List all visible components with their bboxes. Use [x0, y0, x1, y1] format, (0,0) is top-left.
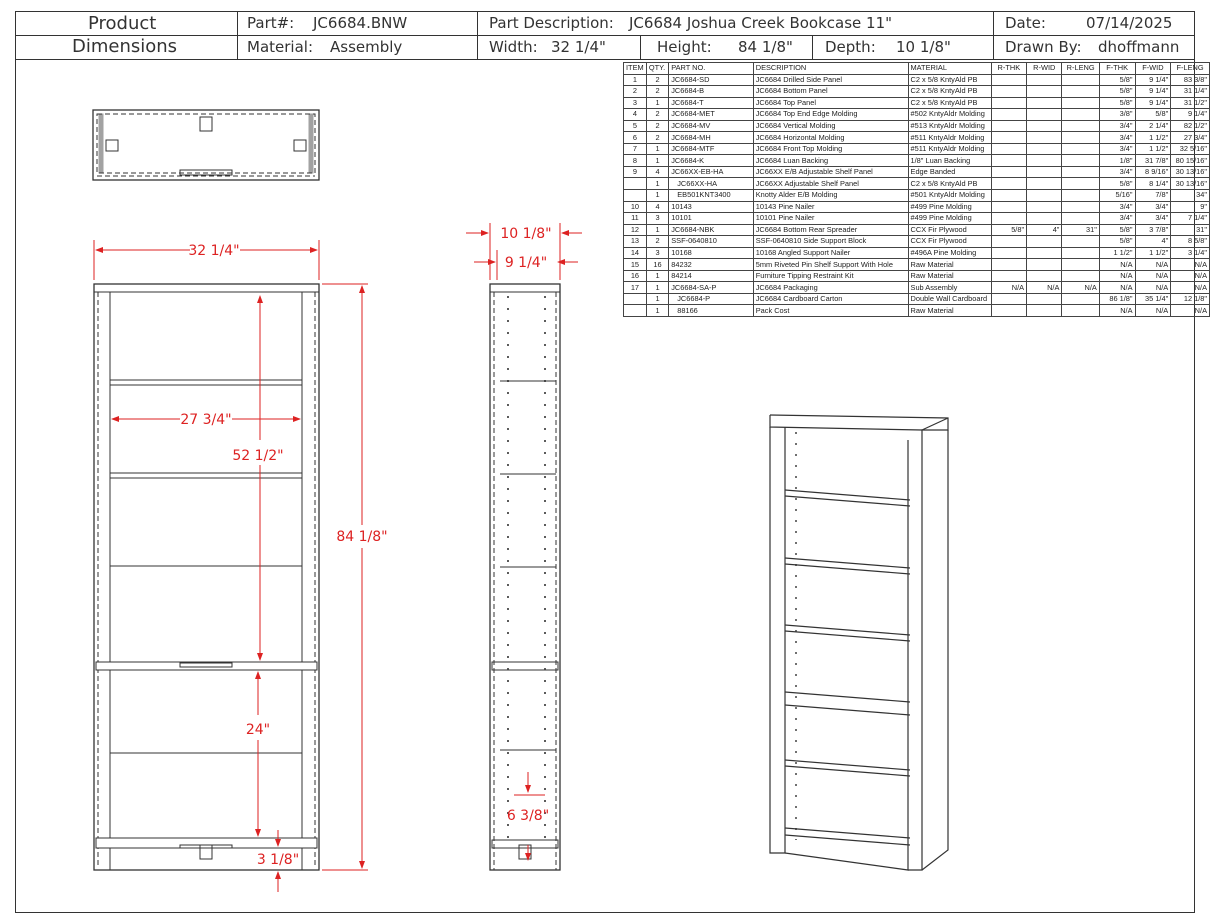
bom-cell: N/A: [1135, 270, 1171, 282]
bom-cell: 3/8": [1099, 109, 1135, 121]
bom-cell: 1/8": [1099, 155, 1135, 167]
bom-cell: 17: [624, 282, 647, 294]
bom-cell: 14: [624, 247, 647, 259]
bom-cell: 10168 Angled Support Nailer: [753, 247, 908, 259]
bom-cell: 3/4": [1099, 201, 1135, 213]
bom-cell: 1 1/2": [1135, 247, 1171, 259]
bom-cell: JC6684 Bottom Rear Spreader: [753, 224, 908, 236]
bom-cell: JC6684-B: [669, 86, 754, 98]
bom-cell: Double Wall Cardboard: [908, 293, 991, 305]
bom-column-header: R-THK: [991, 63, 1026, 75]
bom-cell: 4": [1027, 224, 1062, 236]
bom-cell: 15: [624, 259, 647, 271]
bom-cell: 88166: [669, 305, 754, 317]
dim-base-height: 3 1/8": [256, 852, 300, 868]
bom-cell: SSF-0640810 Side Support Block: [753, 236, 908, 248]
bom-cell: 5/8": [1099, 236, 1135, 248]
bom-cell: 5/16": [1099, 190, 1135, 202]
bom-cell: 30 13/16": [1171, 178, 1210, 190]
bom-cell: 1/8" Luan Backing: [908, 155, 991, 167]
bom-cell: 5mm Riveted Pin Shelf Support With Hole: [753, 259, 908, 271]
bom-cell: 2: [624, 86, 647, 98]
bom-cell: 31 1/2": [1171, 97, 1210, 109]
bom-cell: 86 1/8": [1099, 293, 1135, 305]
bom-cell: C2 x 5/8 KntyAld PB: [908, 178, 991, 190]
bom-cell: 5/8": [1099, 86, 1135, 98]
bom-cell: 1: [646, 305, 668, 317]
bom-cell: 12 1/8": [1171, 293, 1210, 305]
bom-cell: 9 1/4": [1135, 86, 1171, 98]
bom-cell: JC6684-MTF: [669, 143, 754, 155]
bom-cell: N/A: [1099, 259, 1135, 271]
bom-cell: 35 1/4": [1135, 293, 1171, 305]
bom-cell: 8 9/16": [1135, 166, 1171, 178]
bom-column-header: DESCRIPTION: [753, 63, 908, 75]
bom-cell: 1: [624, 74, 647, 86]
bom-cell: 5/8": [1099, 178, 1135, 190]
bom-cell: 34": [1171, 190, 1210, 202]
bom-cell: 3 7/8": [1135, 224, 1171, 236]
bom-cell: #499 Pine Molding: [908, 201, 991, 213]
bom-cell: N/A: [1099, 270, 1135, 282]
bom-column-header: PART NO.: [669, 63, 754, 75]
page-title-line1: Product: [88, 13, 157, 34]
date-label: Date:: [1005, 14, 1046, 32]
part-label: Part#:: [247, 14, 295, 32]
bom-cell: 10143 Pine Nailer: [753, 201, 908, 213]
bom-cell: 10143: [669, 201, 754, 213]
bom-cell: #499 Pine Molding: [908, 213, 991, 225]
bom-cell: 4": [1135, 236, 1171, 248]
bom-cell: CCX Fir Plywood: [908, 224, 991, 236]
bom-cell: 80 15/16": [1171, 155, 1210, 167]
bom-cell: JC6684-SA-P: [669, 282, 754, 294]
bom-cell: JC6684 Vertical Molding: [753, 120, 908, 132]
bom-cell: 4: [646, 201, 668, 213]
bom-cell: 9": [1171, 201, 1210, 213]
bom-cell: 2: [646, 120, 668, 132]
page-title-line2: Dimensions: [72, 36, 178, 57]
bom-cell: #511 KntyAldr Molding: [908, 143, 991, 155]
bom-cell: 16: [646, 259, 668, 271]
height-label: Height:: [657, 38, 712, 56]
bom-cell: 2: [646, 74, 668, 86]
bom-cell: N/A: [1027, 282, 1062, 294]
material-value: Assembly: [330, 38, 403, 56]
bom-cell: 84232: [669, 259, 754, 271]
bom-cell: C2 x 5/8 KntyAld PB: [908, 86, 991, 98]
bom-cell: 9 1/4": [1135, 97, 1171, 109]
bom-cell: #501 KntyAldr Molding: [908, 190, 991, 202]
bom-cell: JC6684-MH: [669, 132, 754, 144]
description-value: JC6684 Joshua Creek Bookcase 11": [629, 14, 893, 32]
bom-cell: JC66XX-HA: [669, 178, 754, 190]
bom-cell: JC6684 Bottom Panel: [753, 86, 908, 98]
bom-cell: JC6684 Packaging: [753, 282, 908, 294]
dim-lower-opening: 24": [245, 722, 271, 738]
bom-cell: 2 1/4": [1135, 120, 1171, 132]
bom-column-header: F-THK: [1099, 63, 1135, 75]
bom-column-header: R-LENG: [1062, 63, 1099, 75]
dim-upper-opening: 52 1/2": [232, 448, 284, 464]
bom-cell: 2: [646, 132, 668, 144]
bom-cell: 2: [646, 236, 668, 248]
width-label: Width:: [489, 38, 538, 56]
bom-cell: N/A: [1099, 282, 1135, 294]
bom-cell: JC6684 Cardboard Carton: [753, 293, 908, 305]
bom-cell: JC66XX-EB-HA: [669, 166, 754, 178]
bom-cell: 84214: [669, 270, 754, 282]
top-view: [93, 110, 319, 180]
isometric-view: [770, 415, 948, 870]
depth-label: Depth:: [825, 38, 876, 56]
bom-cell: 10101 Pine Nailer: [753, 213, 908, 225]
bom-cell: N/A: [1171, 259, 1210, 271]
bom-cell: N/A: [1171, 305, 1210, 317]
bom-cell: 3/4": [1135, 213, 1171, 225]
bom-cell: #513 KntyAldr Molding: [908, 120, 991, 132]
bom-cell: 16: [624, 270, 647, 282]
bom-cell: 83 3/8": [1171, 74, 1210, 86]
bom-cell: N/A: [1135, 259, 1171, 271]
bom-cell: 32 5/16": [1171, 143, 1210, 155]
bom-cell: 8: [624, 155, 647, 167]
bom-cell: Pack Cost: [753, 305, 908, 317]
side-view: [490, 284, 560, 870]
bom-cell: 3: [646, 213, 668, 225]
bom-cell: N/A: [991, 282, 1026, 294]
bom-cell: 27 3/4": [1171, 132, 1210, 144]
bom-cell: 7: [624, 143, 647, 155]
dim-overall-height: 84 1/8": [336, 529, 388, 545]
height-value: 84 1/8": [738, 38, 793, 56]
bom-cell: 7/8": [1135, 190, 1171, 202]
bom-column-header: QTY.: [646, 63, 668, 75]
bom-cell: 1: [646, 270, 668, 282]
bom-cell: 1: [646, 178, 668, 190]
bom-cell: #511 KntyAldr Molding: [908, 132, 991, 144]
part-value: JC6684.BNW: [313, 14, 408, 32]
bom-cell: JC6684-SD: [669, 74, 754, 86]
bom-cell: N/A: [1171, 270, 1210, 282]
width-value: 32 1/4": [551, 38, 606, 56]
dim-overall-depth: 10 1/8": [500, 226, 552, 242]
bom-cell: JC66XX E/B Adjustable Shelf Panel: [753, 166, 908, 178]
bom-cell: 5/8": [1135, 109, 1171, 121]
bom-cell: JC6684 Front Top Molding: [753, 143, 908, 155]
bom-cell: 10168: [669, 247, 754, 259]
bom-cell: JC6684 Top End Edge Molding: [753, 109, 908, 121]
bom-cell: 8 5/8": [1171, 236, 1210, 248]
bom-cell: 31": [1171, 224, 1210, 236]
bom-cell: 5/8": [1099, 97, 1135, 109]
bom-cell: 4: [646, 166, 668, 178]
bom-cell: N/A: [1062, 282, 1099, 294]
bom-cell: 31 7/8": [1135, 155, 1171, 167]
bom-cell: 31 1/4": [1171, 86, 1210, 98]
bom-cell: 1: [646, 190, 668, 202]
bom-cell: 1 1/2": [1099, 247, 1135, 259]
bom-cell: 2: [646, 109, 668, 121]
depth-value: 10 1/8": [896, 38, 951, 56]
bom-cell: 9 1/4": [1135, 74, 1171, 86]
bom-cell: 1: [646, 143, 668, 155]
bom-cell: N/A: [1171, 282, 1210, 294]
bom-cell: 3: [646, 247, 668, 259]
bom-column-header: ITEM: [624, 63, 647, 75]
dimension-lines: [94, 223, 582, 892]
bom-cell: 9 1/4": [1171, 109, 1210, 121]
bom-cell: 1 1/2": [1135, 132, 1171, 144]
bom-cell: JC6684-K: [669, 155, 754, 167]
bom-cell: CCX Fir Plywood: [908, 236, 991, 248]
bom-cell: #502 KntyAldr Molding: [908, 109, 991, 121]
bom-cell: 31": [1062, 224, 1099, 236]
bom-cell: N/A: [1135, 282, 1171, 294]
bom-cell: EB501KNT3400: [669, 190, 754, 202]
bom-cell: SSF-0640810: [669, 236, 754, 248]
bom-cell: JC6684-P: [669, 293, 754, 305]
bom-cell: N/A: [1135, 305, 1171, 317]
bom-cell: JC6684-T: [669, 97, 754, 109]
bom-cell: 10101: [669, 213, 754, 225]
bom-cell: 8 1/4": [1135, 178, 1171, 190]
bom-cell: 7 1/4": [1171, 213, 1210, 225]
bom-cell: 5: [624, 120, 647, 132]
bom-cell: 3 1/4": [1171, 247, 1210, 259]
bom-cell: 82 1/2": [1171, 120, 1210, 132]
bom-cell: 1: [646, 293, 668, 305]
bom-cell: Sub Assembly: [908, 282, 991, 294]
bom-cell: C2 x 5/8 KntyAld PB: [908, 74, 991, 86]
bom-cell: 6: [624, 132, 647, 144]
bom-cell: 3/4": [1099, 132, 1135, 144]
front-view: [94, 284, 319, 870]
bom-cell: 4: [624, 109, 647, 121]
bom-cell: JC6684 Horizontal Molding: [753, 132, 908, 144]
bom-cell: 3/4": [1099, 213, 1135, 225]
bom-cell: Raw Material: [908, 259, 991, 271]
bom-column-header: F-WID: [1135, 63, 1171, 75]
bom-cell: C2 x 5/8 KntyAld PB: [908, 97, 991, 109]
bom-cell: JC6684 Top Panel: [753, 97, 908, 109]
bom-cell: Raw Material: [908, 270, 991, 282]
bom-cell: 1: [646, 97, 668, 109]
bom-cell: 3/4": [1099, 120, 1135, 132]
bom-cell: #496A Pine Molding: [908, 247, 991, 259]
bom-cell: 1: [646, 282, 668, 294]
bom-cell: JC6684 Drilled Side Panel: [753, 74, 908, 86]
bom-cell: JC6684-MV: [669, 120, 754, 132]
bom-column-header: MATERIAL: [908, 63, 991, 75]
bom-cell: 10: [624, 201, 647, 213]
bom-cell: 2: [646, 86, 668, 98]
drawn-by-value: dhoffmann: [1098, 38, 1180, 56]
drawn-by-label: Drawn By:: [1005, 38, 1082, 56]
dim-inner-depth: 9 1/4": [504, 255, 548, 271]
bom-cell: Furniture Tipping Restraint Kit: [753, 270, 908, 282]
bom-cell: 5/8": [991, 224, 1026, 236]
bom-cell: JC6684-MET: [669, 109, 754, 121]
bom-cell: 3: [624, 97, 647, 109]
bom-cell: 3/4": [1099, 166, 1135, 178]
bom-cell: 30 13/16": [1171, 166, 1210, 178]
dim-inner-width: 27 3/4": [180, 412, 232, 428]
bom-cell: JC66XX Adjustable Shelf Panel: [753, 178, 908, 190]
bom-cell: JC6684-NBK: [669, 224, 754, 236]
bom-cell: 12: [624, 224, 647, 236]
bom-cell: 9: [624, 166, 647, 178]
bom-cell: 13: [624, 236, 647, 248]
bom-column-header: R-WID: [1027, 63, 1062, 75]
bom-cell: Edge Banded: [908, 166, 991, 178]
dim-overall-width: 32 1/4": [188, 243, 240, 259]
bom-cell: 1 1/2": [1135, 143, 1171, 155]
bom-cell: 1: [646, 155, 668, 167]
bom-cell: 5/8": [1099, 74, 1135, 86]
bom-cell: 3/4": [1135, 201, 1171, 213]
date-value: 07/14/2025: [1086, 14, 1173, 32]
bom-cell: Raw Material: [908, 305, 991, 317]
bom-cell: Knotty Alder E/B Molding: [753, 190, 908, 202]
bom-column-header: F-LENG: [1171, 63, 1210, 75]
dim-bottom-offset: 6 3/8": [506, 808, 550, 824]
bom-cell: 3/4": [1099, 143, 1135, 155]
bom-cell: JC6684 Luan Backing: [753, 155, 908, 167]
bom-cell: 11: [624, 213, 647, 225]
description-label: Part Description:: [489, 14, 614, 32]
material-label: Material:: [247, 38, 313, 56]
bom-cell: 1: [646, 224, 668, 236]
bom-cell: 5/8": [1099, 224, 1135, 236]
bom-cell: N/A: [1099, 305, 1135, 317]
